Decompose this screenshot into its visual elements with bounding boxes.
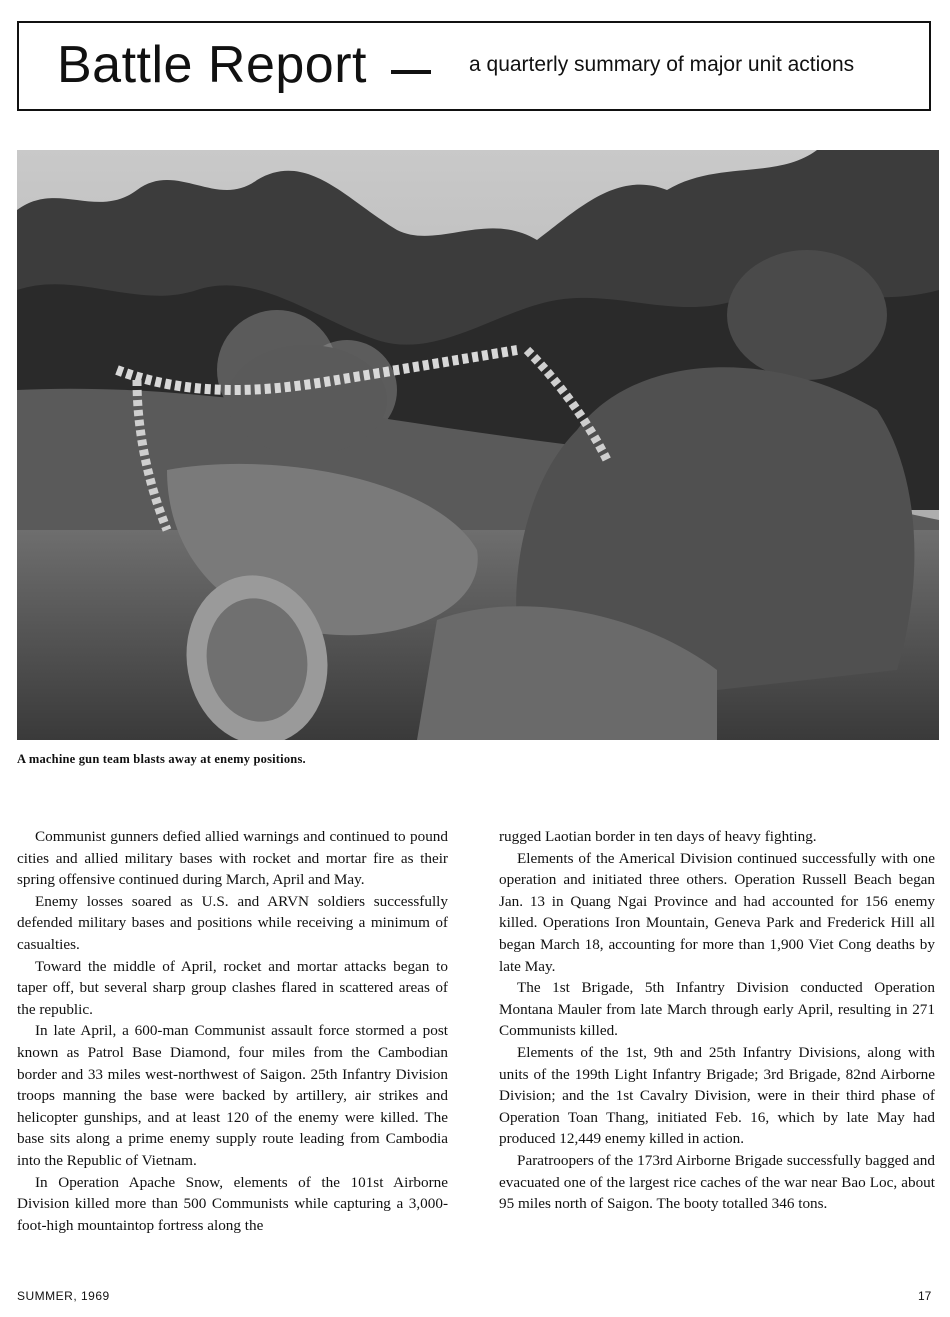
article-paragraph: Paratroopers of the 173rd Airborne Brigade successfully bagged and evacuated one of the largest rice caches of the war near Bao Loc, about 95 miles north of Saigon. The booty totalled 346 tons.	[499, 1151, 935, 1213]
article-column-right	[499, 826, 935, 1215]
page-subtitle: a quarterly summary of major unit actions	[469, 53, 855, 76]
article-paragraph: Communist gunners defied allied warnings and continued to pound cities and allied military bases with rocket and mortar fire as their spring offensive continued during March, April and May.	[17, 828, 448, 889]
photo-machine-gun-team	[17, 150, 939, 740]
page-number: 17	[918, 1289, 932, 1303]
article-paragraph: Elements of the Americal Division continued successfully with one operation and initiated three others. Operation Russell Beach began Jan. 13 in Quang Ngai Province and had accounted for 156 enemy killed. Operations Iron Mountain, Geneva Park and Frederick Hill all began March 18, accounting for more than 1,900 Viet Cong deaths by late May.	[499, 849, 935, 975]
article-paragraph: Elements of the 1st, 9th and 25th Infantry Divisions, along with units of the 199th Light Infantry Brigade; 3rd Brigade, 82nd Airborne Division; and the 1st Cavalry Division, were in their third phase of Operation Toan Thang, initiated Feb. 16, which by late May had produced 12,449 enemy killed in action.	[499, 1043, 935, 1148]
article-column-left	[17, 826, 448, 1236]
article-paragraph: Enemy losses soared as U.S. and ARVN soldiers successfully defended military bases and positions while receiving a minimum of casualties.	[17, 892, 448, 953]
issue-date: SUMMER, 1969	[17, 1289, 110, 1303]
title-dash	[391, 70, 431, 74]
page-title: Battle Report	[57, 36, 367, 94]
article-paragraph: Toward the middle of April, rocket and mortar attacks began to taper off, but several sharp group clashes flared in scattered areas of the republic.	[17, 957, 448, 1018]
article-paragraph: In late April, a 600-man Communist assault force stormed a post known as Patrol Base Diamond, four miles from the Cambodian border and 33 miles west-northwest of Saigon. 25th Infantry Division troops manning the base were backed by artillery, air strikes and helicopter gunships, and at least 120 of the enemy were killed. The base sits along a prime enemy supply route leading from Cambodia into the Republic of Vietnam.	[17, 1022, 448, 1169]
article-paragraph: The 1st Brigade, 5th Infantry Division conducted Operation Montana Mauler from late March through early April, resulting in 271 Communists killed.	[499, 979, 935, 1040]
article-paragraph: In Operation Apache Snow, elements of the 101st Airborne Division killed more than 500 Communists while capturing a 3,000-foot-high mountaintop fortress along the	[17, 1173, 448, 1234]
photo-caption: A machine gun team blasts away at enemy positions.	[17, 752, 306, 766]
header-box	[17, 21, 931, 111]
article-paragraph: rugged Laotian border in ten days of heavy fighting.	[499, 828, 817, 845]
